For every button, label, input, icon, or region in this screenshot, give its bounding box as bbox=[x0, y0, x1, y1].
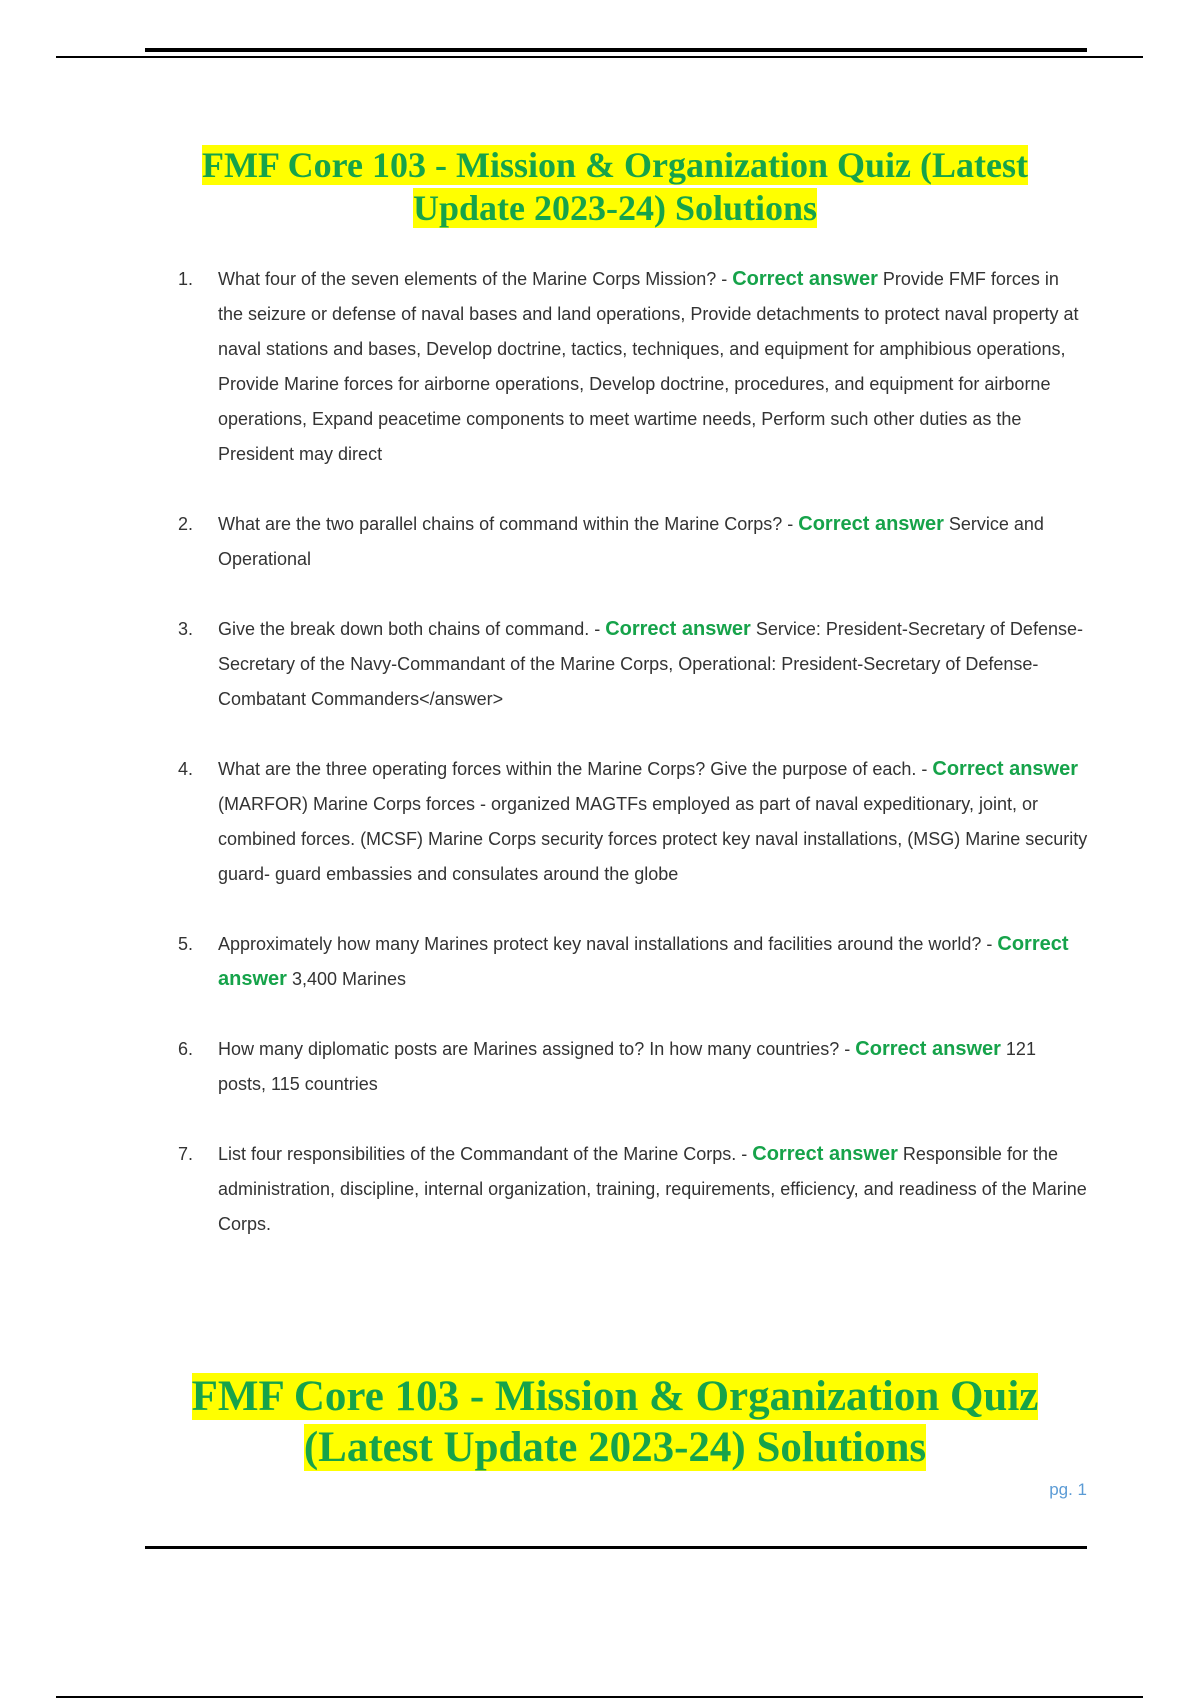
question-text: What are the two parallel chains of command within the Marine Corps? - bbox=[218, 514, 799, 534]
correct-answer-label: Correct answer bbox=[798, 513, 944, 535]
answer-text: Provide FMF forces in the seizure or defense of naval bases and land operations, Provide detachments to protect naval property at naval stations and bases, Develop doctrine, tactics, techniques, and equipment for amphibious operations, Provide Marine forces for airborne operations, Develop doctrine, procedures, and equipment for airborne operations, Expand peacetime components to meet wartime needs, Perform such other duties as the President may direct bbox=[218, 269, 1079, 464]
question-number: 4. bbox=[178, 759, 194, 779]
question-list bbox=[178, 262, 1088, 1242]
correct-answer-label: Correct answer bbox=[605, 618, 751, 640]
question-text: How many diplomatic posts are Marines assigned to? In how many countries? - bbox=[218, 1039, 856, 1059]
answer-text: Service and Operational bbox=[218, 514, 1044, 569]
question-number: 5. bbox=[178, 934, 194, 954]
question-item-4 bbox=[178, 752, 1088, 892]
footer-title-line-1: FMF Core 103 - Mission & Organization Quiz bbox=[191, 1373, 1039, 1420]
header-rule-thick bbox=[145, 48, 1087, 52]
question-number: 2. bbox=[178, 514, 194, 534]
footer-rule-thin bbox=[56, 1696, 1143, 1698]
footer-rule-thick bbox=[145, 1546, 1087, 1549]
document-title-line-1: FMF Core 103 - Mission & Organization Quiz (Latest bbox=[202, 145, 1028, 185]
question-text: Approximately how many Marines protect key naval installations and facilities around the world? - bbox=[218, 934, 998, 954]
question-text: What are the three operating forces within the Marine Corps? Give the purpose of each. - bbox=[218, 759, 933, 779]
answer-text: Service: President-Secretary of Defense-Secretary of the Navy-Commandant of the Marine Corps, Operational: President-Secretary of Defense-Combatant Commanders</answer> bbox=[218, 619, 1083, 709]
question-item-7 bbox=[178, 1137, 1088, 1242]
footer-title bbox=[150, 1371, 1080, 1473]
question-item-1 bbox=[178, 262, 1088, 472]
correct-answer-label: Correct answer bbox=[732, 268, 878, 290]
document-title bbox=[150, 144, 1080, 230]
question-item-6 bbox=[178, 1032, 1088, 1102]
question-text: List four responsibilities of the Commandant of the Marine Corps. - bbox=[218, 1144, 753, 1164]
correct-answer-label: Correct answer bbox=[855, 1038, 1001, 1060]
question-item-2 bbox=[178, 507, 1088, 577]
question-number: 7. bbox=[178, 1144, 194, 1164]
question-item-3 bbox=[178, 612, 1088, 717]
header-rule-thin bbox=[56, 56, 1143, 58]
question-number: 3. bbox=[178, 619, 194, 639]
correct-answer-label: Correct answer bbox=[932, 758, 1078, 780]
correct-answer-label: Correct answer bbox=[218, 933, 1069, 990]
answer-text: Responsible for the administration, discipline, internal organization, training, requirements, efficiency, and readiness of the Marine Corps. bbox=[218, 1144, 1087, 1234]
question-text: What four of the seven elements of the Marine Corps Mission? - bbox=[218, 269, 733, 289]
answer-text: 3,400 Marines bbox=[286, 969, 407, 989]
document-title-line-2: Update 2023-24) Solutions bbox=[412, 188, 818, 228]
correct-answer-label: Correct answer bbox=[752, 1143, 898, 1165]
answer-text: (MARFOR) Marine Corps forces - organized MAGTFs employed as part of naval expeditionary, joint, or combined forces. (MCSF) Marine Corps security forces protect key naval installations, (MSG) Marine security guard- guard embassies and consulates around the globe bbox=[218, 794, 1088, 884]
page-number: pg. 1 bbox=[1049, 1480, 1087, 1499]
answer-text: 121 posts, 115 countries bbox=[218, 1039, 1036, 1094]
footer-title-line-2: (Latest Update 2023-24) Solutions bbox=[303, 1424, 927, 1471]
question-text: Give the break down both chains of command. - bbox=[218, 619, 606, 639]
question-number: 6. bbox=[178, 1039, 194, 1059]
question-item-5 bbox=[178, 927, 1088, 997]
question-number: 1. bbox=[178, 269, 194, 289]
